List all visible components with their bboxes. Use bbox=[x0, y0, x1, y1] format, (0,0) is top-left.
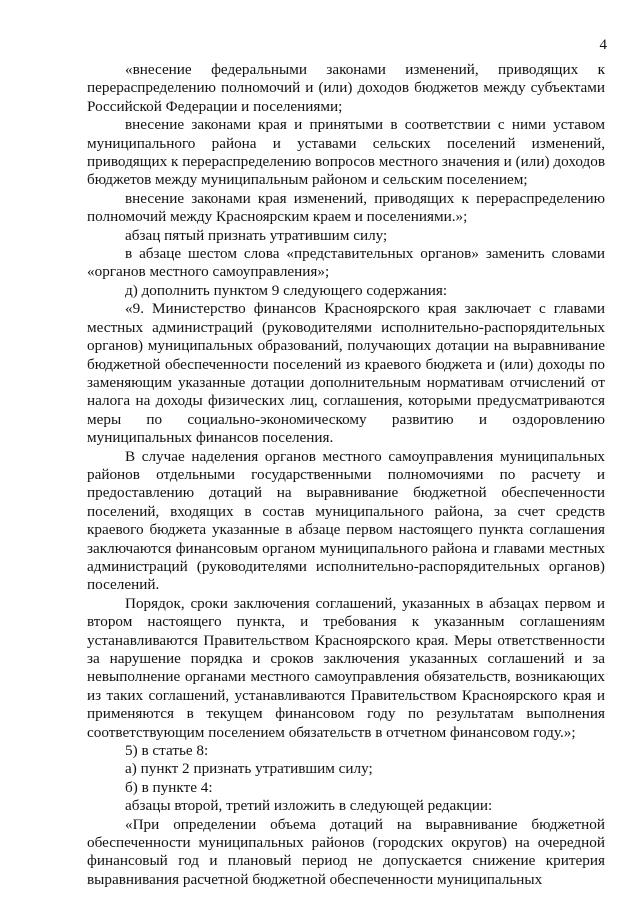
paragraph-1: «внесение федеральными законами изменений, приводящих к перераспределению полномочий и (или) доходов бюджетов между субъектами Российской Федерации и поселениями; bbox=[87, 61, 605, 115]
document-body bbox=[87, 61, 605, 889]
paragraph-14: «При определении объема дотаций на выравнивание бюджетной обеспеченности муниципальных районов (городских округов) на очередной финансовый год и плановый период не допускается снижение критерия выравнивания расчетной бюджетной обеспеченности муниципальных bbox=[87, 815, 605, 888]
paragraph-3: внесение законами края изменений, приводящих к перераспределению полномочий между Красноярским краем и поселениями.»; bbox=[87, 189, 605, 226]
paragraph-2: внесение законами края и принятыми в соответствии с ними уставом муниципального района и уставами сельских поселений изменений, приводящих к перераспределению вопросов местного значения и (или) доходов бюджетов между муниципальным районом и сельским поселением; bbox=[87, 116, 605, 189]
paragraph-10: 5) в статье 8: bbox=[125, 742, 209, 760]
paragraph-7: «9. Министерство финансов Красноярского края заключает с главами местных администраций (руководителями исполнительно-распорядительных органов) муниципальных образований, получающих дотации на выравнивание бюджетной обеспеченности поселений из краевого бюджета и (или) доходы по заменяющим указанные дотации дополнительным нормативам отчислений от налога на доходы физических лиц, соглашения, которыми предусматриваются меры по социально-экономическому развитию и оздоровлению муниципальных финансов поселения. bbox=[87, 300, 605, 447]
paragraph-6: д) дополнить пунктом 9 следующего содержания: bbox=[125, 281, 448, 299]
paragraph-9: Порядок, сроки заключения соглашений, указанных в абзацах первом и втором настоящего пункта, и требования к указанным соглашениям устанавливаются Правительством Красноярского края. Меры ответственности за нарушение порядка и сроков заключения указанных соглашений и за невыполнение органами местного самоуправления обязательств, возникающих из таких соглашений, устанавливаются Правительством Красноярского края и применяются в текущем финансовом году по результатам выполнения соответствующим поселением обязательств в отчетном финансовом году.»; bbox=[87, 594, 605, 741]
paragraph-13: абзацы второй, третий изложить в следующей редакции: bbox=[125, 797, 493, 815]
paragraph-5: в абзаце шестом слова «представительных органов» заменить словами «органов местного самоуправления»; bbox=[87, 245, 605, 281]
paragraph-8: В случае наделения органов местного самоуправления муниципальных районов отдельными государственными полномочиями по расчету и предоставлению дотаций на выравнивание бюджетной обеспеченности поселений, входящих в состав муниципального района, за счет средств краевого бюджета указанные в абзаце первом настоящего пункта соглашения заключаются финансовым органом муниципального района и главами местных администраций (руководителями исполнительно-распорядительных органов) поселений. bbox=[87, 447, 605, 594]
paragraph-12: б) в пункте 4: bbox=[125, 778, 213, 796]
paragraph-4: абзац пятый признать утратившим силу; bbox=[125, 226, 388, 244]
paragraph-11: а) пункт 2 признать утратившим силу; bbox=[125, 760, 373, 778]
page-number: 4 bbox=[599, 37, 607, 53]
